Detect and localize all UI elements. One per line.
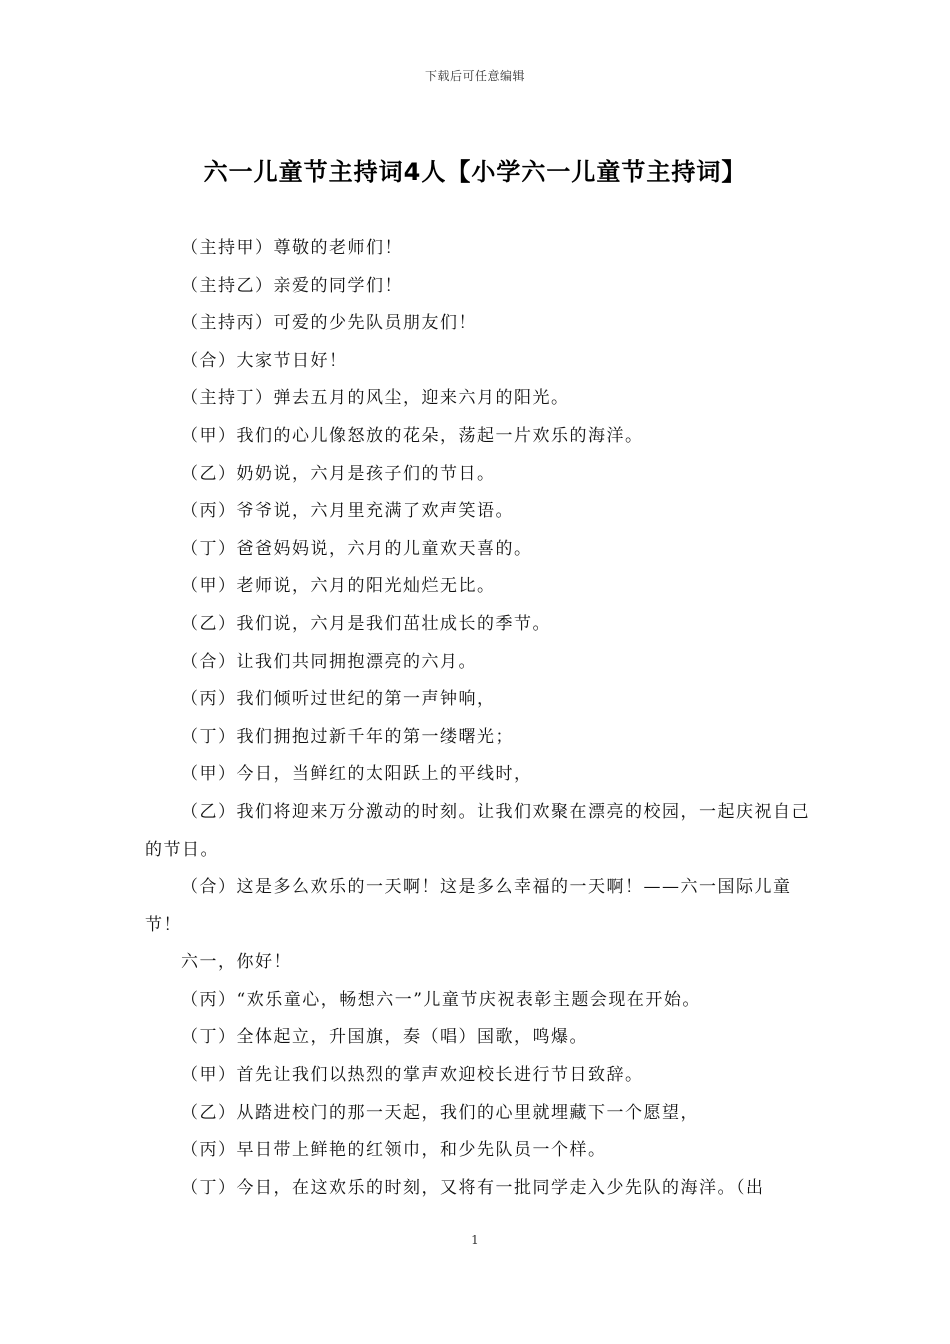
- paragraph: （甲）老师说，六月的阳光灿烂无比。: [181, 576, 496, 597]
- page-number: 1: [471, 1233, 479, 1247]
- paragraph: （甲）今日，当鲜红的太阳跃上的平线时，: [181, 764, 533, 785]
- paragraph: （丁）全体起立，升国旗，奏（唱）国歌，鸣爆。: [181, 1027, 588, 1048]
- paragraph: （丙）我们倾听过世纪的第一声钟响，: [181, 689, 496, 710]
- paragraph: （合）让我们共同拥抱漂亮的六月。: [181, 651, 477, 672]
- paragraph: （主持丙）可爱的少先队员朋友们！: [181, 313, 477, 334]
- paragraph: （丙）“欢乐童心，畅想六一”儿童节庆祝表彰主题会现在开始。: [181, 989, 701, 1010]
- paragraph: （乙）从踏进校门的那一天起，我们的心里就埋藏下一个愿望，: [181, 1102, 699, 1123]
- paragraph: （乙）奶奶说，六月是孩子们的节日。: [181, 463, 496, 484]
- paragraph: （丙）早日带上鲜艳的红领巾，和少先队员一个样。: [181, 1140, 607, 1161]
- paragraph: （丁）我们拥抱过新千年的第一缕曙光；: [181, 726, 514, 747]
- paragraph: （乙）我们说，六月是我们茁壮成长的季节。: [181, 613, 551, 634]
- paragraph: （丁）今日，在这欢乐的时刻，又将有一批同学走入少先队的海洋。（出: [181, 1177, 765, 1198]
- paragraph: （主持丁）弹去五月的风尘，迎来六月的阳光。: [181, 388, 570, 409]
- paragraph: （甲）我们的心儿像怒放的花朵，荡起一片欢乐的海洋。: [181, 425, 644, 446]
- paragraph: （甲）首先让我们以热烈的掌声欢迎校长进行节日致辞。: [181, 1065, 644, 1086]
- header-note: 下载后可任意编辑: [424, 69, 525, 83]
- paragraph: （合）这是多么欢乐的一天啊！这是多么幸福的一天啊！——六一国际儿童节！: [145, 877, 792, 935]
- paragraph: （主持甲）尊敬的老师们！: [181, 238, 403, 258]
- paragraph: （乙）我们将迎来万分激动的时刻。让我们欢聚在漂亮的校园，一起庆祝自己的节日。: [145, 801, 810, 860]
- paragraph: （丁）爸爸妈妈说，六月的儿童欢天喜的。: [181, 538, 533, 559]
- paragraph: 六一，你好！: [181, 952, 292, 973]
- paragraph: （合）大家节日好！: [181, 350, 348, 371]
- document-title: 六一儿童节主持词4人【小学六一儿童节主持词】: [203, 158, 747, 186]
- paragraph: （丙）爷爷说，六月里充满了欢声笑语。: [181, 501, 514, 522]
- paragraph: （主持乙）亲爱的同学们！: [181, 275, 403, 296]
- document-body: [145, 230, 810, 1207]
